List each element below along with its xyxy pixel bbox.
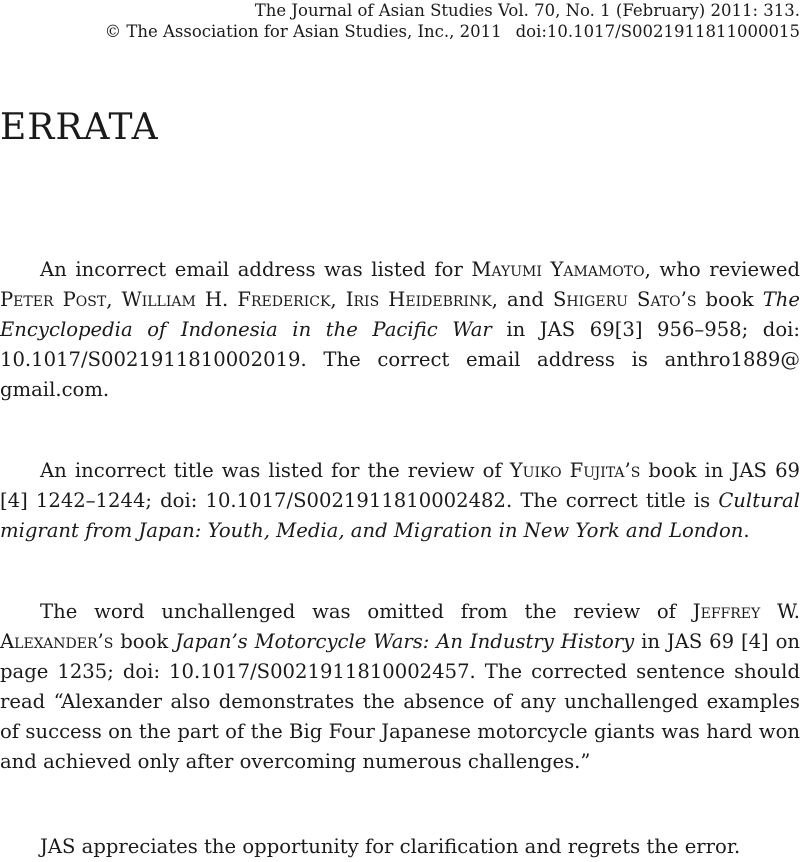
erratum3-text-1: The word unchallenged was omitted from the review of [40, 600, 693, 623]
erratum1-text-1: An incorrect email address was listed for [40, 258, 472, 281]
erratum-paragraph-1 [0, 255, 800, 405]
erratum2-text-2: book in JAS 69 [4] 1242–1244; doi: 10.1017/S0021911810002482. The correct title is [0, 459, 800, 512]
erratum1-author-3: Iris Heidebrink [345, 288, 492, 311]
erratum1-text-3: book [696, 288, 763, 311]
journal-header [105, 0, 800, 42]
erratum1-author-1: Peter Post [0, 288, 107, 311]
erratum1-text-4: in JAS 69[3] 956–958; doi: 10.1017/S0021911810002019. The correct email address is anthro1889@ gmail.com. [0, 318, 800, 401]
erratum-paragraph-3 [0, 597, 800, 777]
erratum1-separator-1: , [106, 288, 122, 311]
erratum2-text-1: An incorrect title was listed for the review of [40, 459, 510, 482]
copyright-line [105, 21, 800, 42]
journal-citation: The Journal of Asian Studies Vol. 70, No. 1 (February) 2011: 313. [254, 1, 800, 20]
erratum2-book-title: Cultural migrant from Japan: Youth, Media, and Migration in New York and London [0, 489, 800, 542]
erratum3-text-3: in JAS 69 [4] on page 1235; doi: 10.1017/S0021911810002457. The corrected sentence should read “Alexander also demonstrates the absence of any unchallenged examples of success on the part of the Big Four Japanese motorcycle giants was hard won and achieved only after overcoming numerous challenges.” [0, 630, 800, 773]
erratum2-text-3: . [743, 519, 750, 542]
copyright-notice: © The Association for Asian Studies, Inc., 2011 [104, 22, 502, 41]
header-doi: doi:10.1017/S0021911811000015 [515, 22, 800, 41]
erratum1-author-4: Shigeru Sato’s [553, 288, 697, 311]
erratum3-text-2: book [113, 630, 176, 653]
closing-paragraph: JAS appreciates the opportunity for clarification and regrets the error. [40, 835, 741, 858]
page-title: ERRATA [0, 107, 159, 148]
erratum1-text-2: , who reviewed [644, 258, 800, 281]
erratum2-author-name: Yuiko Fujita’s [509, 459, 641, 482]
erratum3-book-title: Japan’s Motorcycle Wars: An Industry History [175, 630, 635, 653]
erratum3-author-name: Jeffrey W. Alexander’s [0, 600, 800, 653]
erratum1-reviewer-name: Mayumi Yamamoto [471, 258, 645, 281]
erratum-paragraph-2 [0, 456, 800, 546]
erratum1-book-title: The Encyclopedia of Indonesia in the Pacific War [0, 288, 800, 341]
erratum1-separator-3: , and [491, 288, 553, 311]
erratum1-separator-2: , [330, 288, 346, 311]
erratum1-author-2: William H. Frederick [121, 288, 331, 311]
